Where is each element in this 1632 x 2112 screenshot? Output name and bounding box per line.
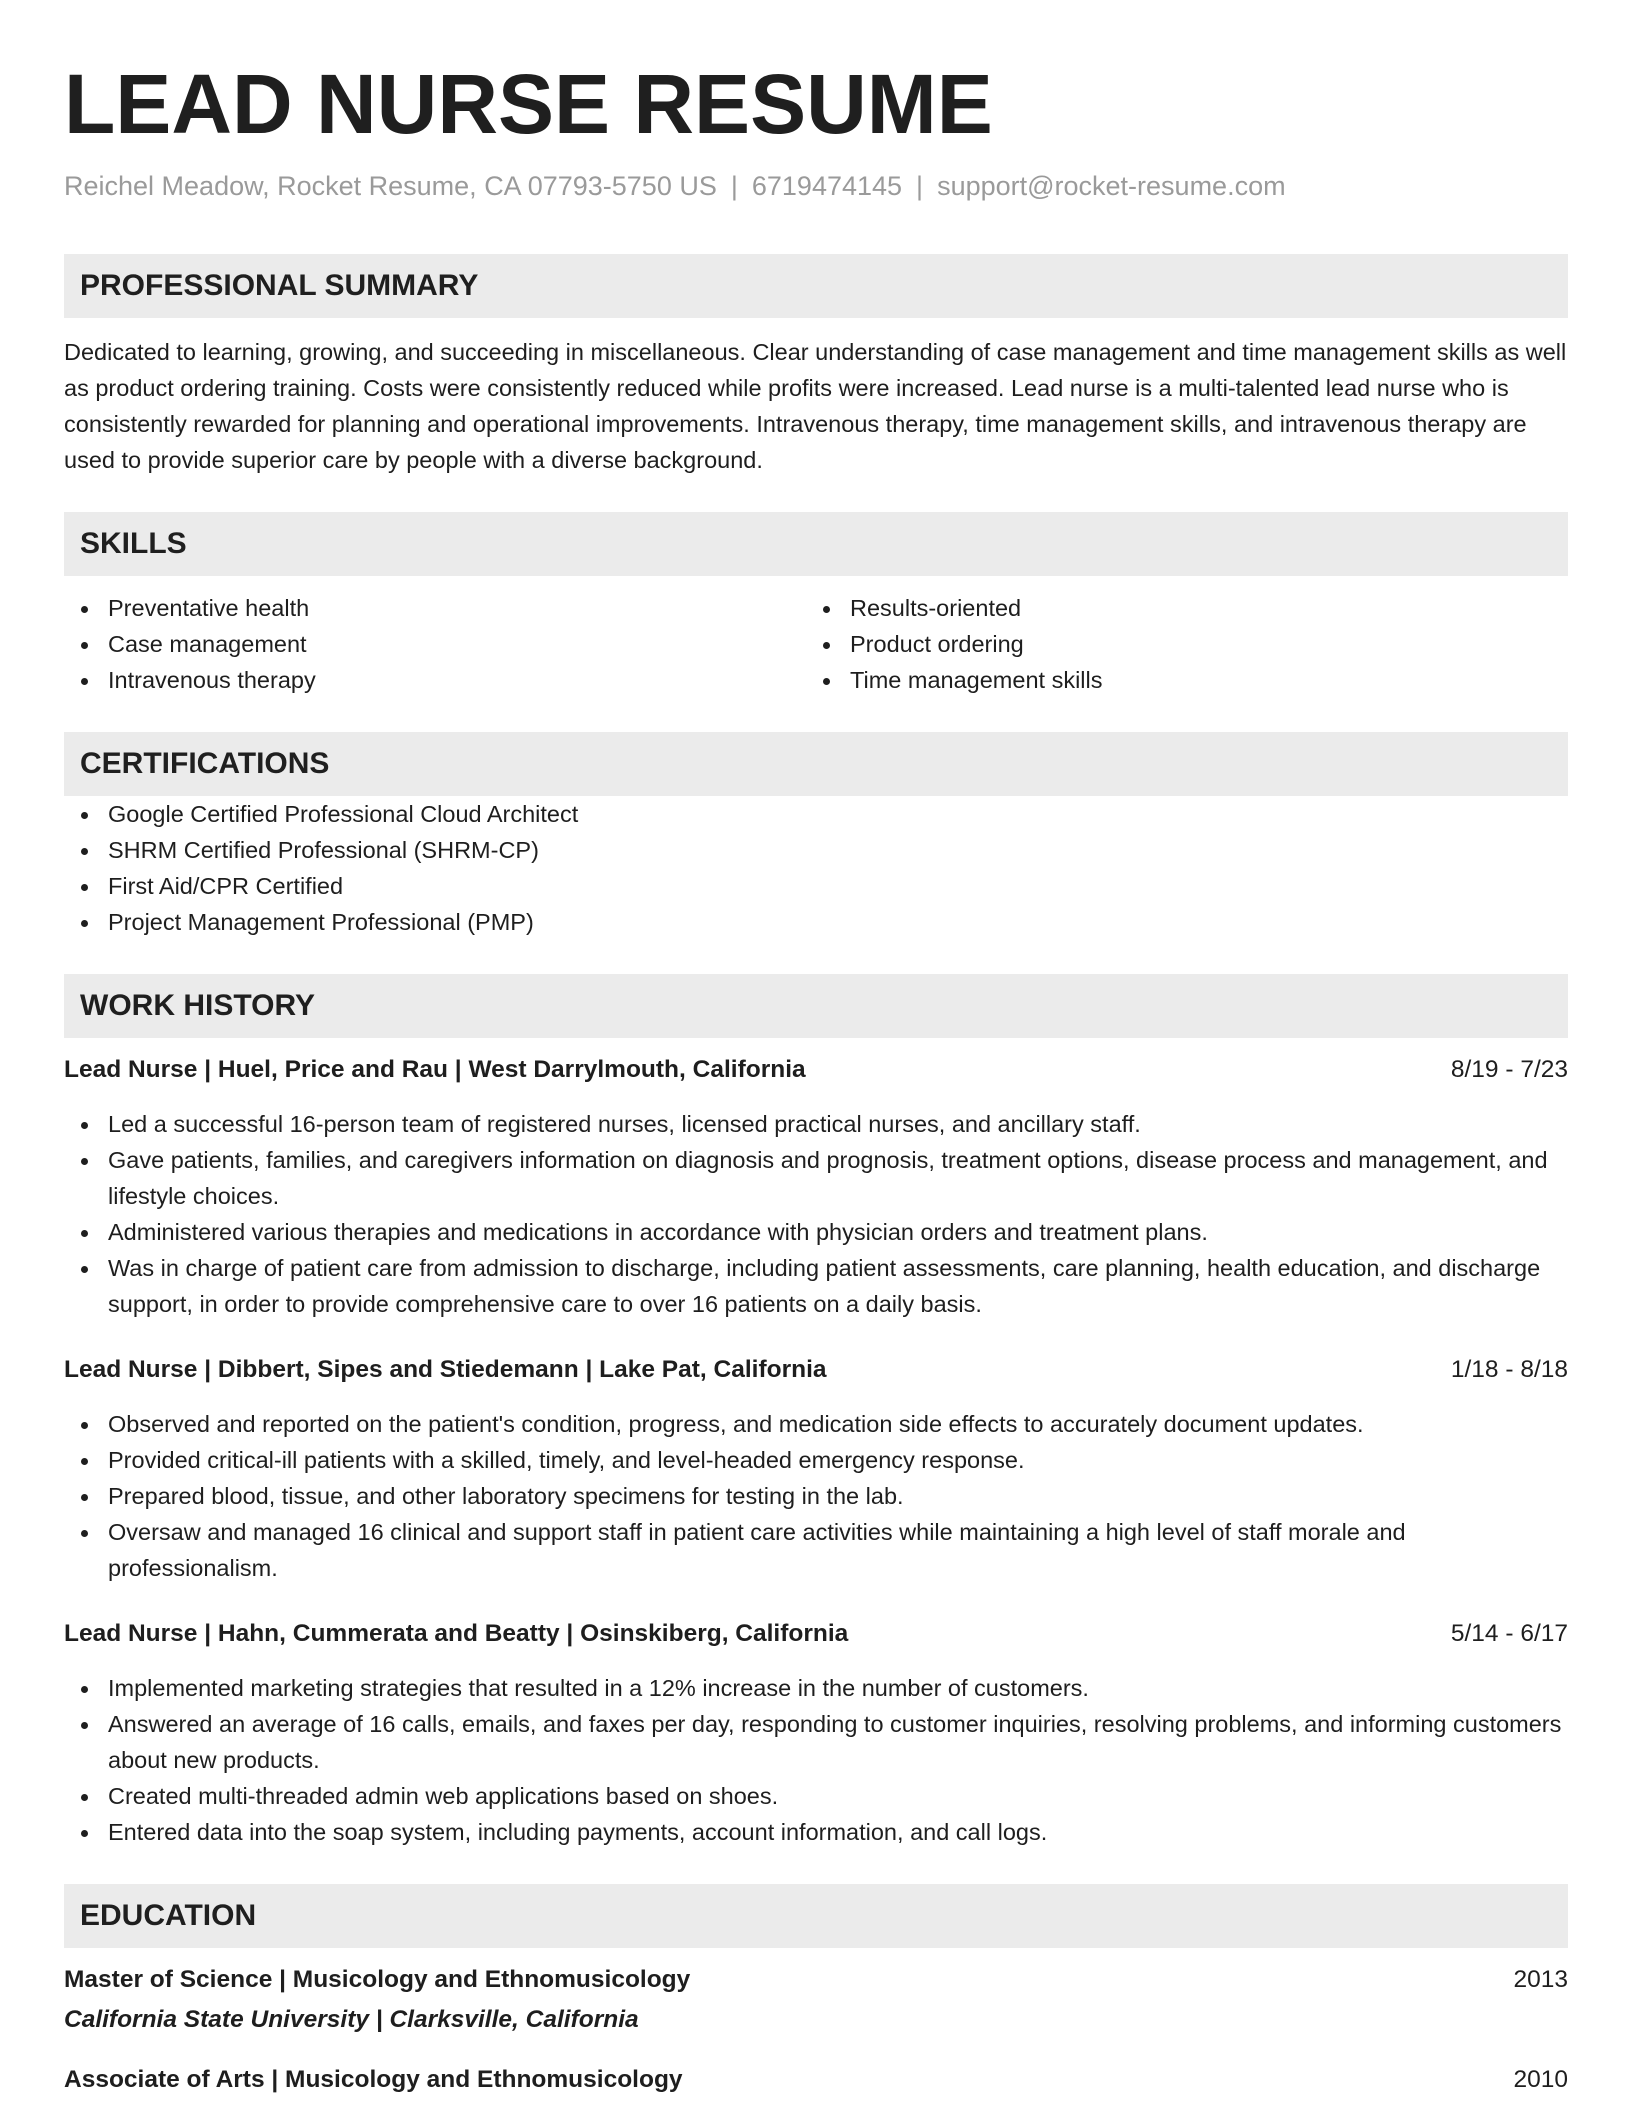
certification-item: First Aid/CPR Certified bbox=[64, 868, 1568, 904]
job-bullet: Led a successful 16-person team of registered nurses, licensed practical nurses, and ancillary staff. bbox=[64, 1106, 1568, 1142]
skills-column-right bbox=[806, 590, 1548, 698]
certification-list bbox=[64, 796, 1568, 940]
section-heading-summary: PROFESSIONAL SUMMARY bbox=[64, 254, 1568, 318]
job-bullet: Was in charge of patient care from admission to discharge, including patient assessments, care planning, health education, and discharge support, in order to provide comprehensive care to over 16 patients on a daily basis. bbox=[64, 1250, 1568, 1322]
skill-item: Time management skills bbox=[806, 662, 1548, 698]
skill-item: Preventative health bbox=[64, 590, 806, 626]
summary-text: Dedicated to learning, growing, and succeeding in miscellaneous. Clear understanding of case management and time management skills as well as product ordering training. Costs were consistently reduced while profits were increased. Lead nurse is a multi-talented lead nurse who is consistently rewarded for planning and operational improvements. Intravenous therapy, time management skills, and intravenous therapy are used to provide superior care by people with a diverse background. bbox=[64, 339, 1567, 473]
education-year: 2013 bbox=[1513, 1966, 1568, 1993]
job-bullet: Created multi-threaded admin web applications based on shoes. bbox=[64, 1778, 1568, 1814]
section-heading-education: EDUCATION bbox=[64, 1884, 1568, 1948]
resume-title: LEAD NURSE RESUME bbox=[64, 57, 993, 151]
job-header bbox=[64, 1352, 1568, 1388]
skill-item: Results-oriented bbox=[806, 590, 1548, 626]
job-title: Lead Nurse | Huel, Price and Rau | West Darrylmouth, California bbox=[64, 1056, 806, 1083]
section-heading-skills: SKILLS bbox=[64, 512, 1568, 576]
job-bullet: Observed and reported on the patient's condition, progress, and medication side effects to accurately document updates. bbox=[64, 1406, 1568, 1442]
job-dates: 8/19 - 7/23 bbox=[1450, 1056, 1568, 1083]
resume-page bbox=[64, 0, 1568, 2098]
section-heading-certifications: CERTIFICATIONS bbox=[64, 732, 1568, 796]
education-header bbox=[64, 2062, 1568, 2098]
education-school: California State University | Clarksville, California bbox=[64, 2006, 639, 2033]
job-entry bbox=[64, 1616, 1568, 1850]
job-entry bbox=[64, 1052, 1568, 1322]
education-degree: Master of Science | Musicology and Ethnomusicology bbox=[64, 1966, 691, 1993]
education-header bbox=[64, 1962, 1568, 1998]
skills-grid bbox=[64, 590, 1568, 698]
certification-item: SHRM Certified Professional (SHRM-CP) bbox=[64, 832, 1568, 868]
job-bullet: Prepared blood, tissue, and other laboratory specimens for testing in the lab. bbox=[64, 1478, 1568, 1514]
certification-item: Project Management Professional (PMP) bbox=[64, 904, 1568, 940]
education-entry bbox=[64, 2062, 1568, 2098]
job-bullet: Answered an average of 16 calls, emails, and faxes per day, responding to customer inquiries, resolving problems, and informing customers about new products. bbox=[64, 1706, 1568, 1778]
contact-phone: 6719474145 bbox=[751, 171, 903, 201]
contact-line bbox=[64, 168, 1568, 204]
skill-item: Case management bbox=[64, 626, 806, 662]
job-bullet: Oversaw and managed 16 clinical and support staff in patient care activities while maintaining a high level of staff morale and professionalism. bbox=[64, 1514, 1568, 1586]
job-header bbox=[64, 1052, 1568, 1088]
section-heading-work-history: WORK HISTORY bbox=[64, 974, 1568, 1038]
job-dates: 1/18 - 8/18 bbox=[1450, 1356, 1568, 1383]
contact-email: support@rocket-resume.com bbox=[937, 171, 1286, 201]
job-header bbox=[64, 1616, 1568, 1652]
contact-separator: | bbox=[730, 171, 738, 201]
job-dates: 5/14 - 6/17 bbox=[1450, 1620, 1568, 1647]
job-bullets bbox=[64, 1106, 1568, 1322]
job-bullet: Provided critical-ill patients with a skilled, timely, and level-headed emergency response. bbox=[64, 1442, 1568, 1478]
education-year: 2010 bbox=[1513, 2066, 1568, 2093]
job-bullets bbox=[64, 1406, 1568, 1586]
skill-item: Intravenous therapy bbox=[64, 662, 806, 698]
skills-column-left bbox=[64, 590, 806, 698]
job-title: Lead Nurse | Dibbert, Sipes and Stiedemann | Lake Pat, California bbox=[64, 1356, 827, 1383]
contact-address: Reichel Meadow, Rocket Resume, CA 07793-5750 US bbox=[64, 171, 717, 201]
skill-item: Product ordering bbox=[806, 626, 1548, 662]
education-entry bbox=[64, 1962, 1568, 2038]
job-bullet: Administered various therapies and medications in accordance with physician orders and treatment plans. bbox=[64, 1214, 1568, 1250]
education-degree: Associate of Arts | Musicology and Ethnomusicology bbox=[64, 2066, 683, 2093]
job-title: Lead Nurse | Hahn, Cummerata and Beatty | Osinskiberg, California bbox=[64, 1620, 849, 1647]
job-entry bbox=[64, 1352, 1568, 1586]
contact-separator: | bbox=[916, 171, 924, 201]
certification-item: Google Certified Professional Cloud Architect bbox=[64, 796, 1568, 832]
job-bullets bbox=[64, 1670, 1568, 1850]
job-bullet: Implemented marketing strategies that resulted in a 12% increase in the number of customers. bbox=[64, 1670, 1568, 1706]
job-bullet: Gave patients, families, and caregivers information on diagnosis and prognosis, treatment options, disease process and management, and lifestyle choices. bbox=[64, 1142, 1568, 1214]
job-bullet: Entered data into the soap system, including payments, account information, and call logs. bbox=[64, 1814, 1568, 1850]
